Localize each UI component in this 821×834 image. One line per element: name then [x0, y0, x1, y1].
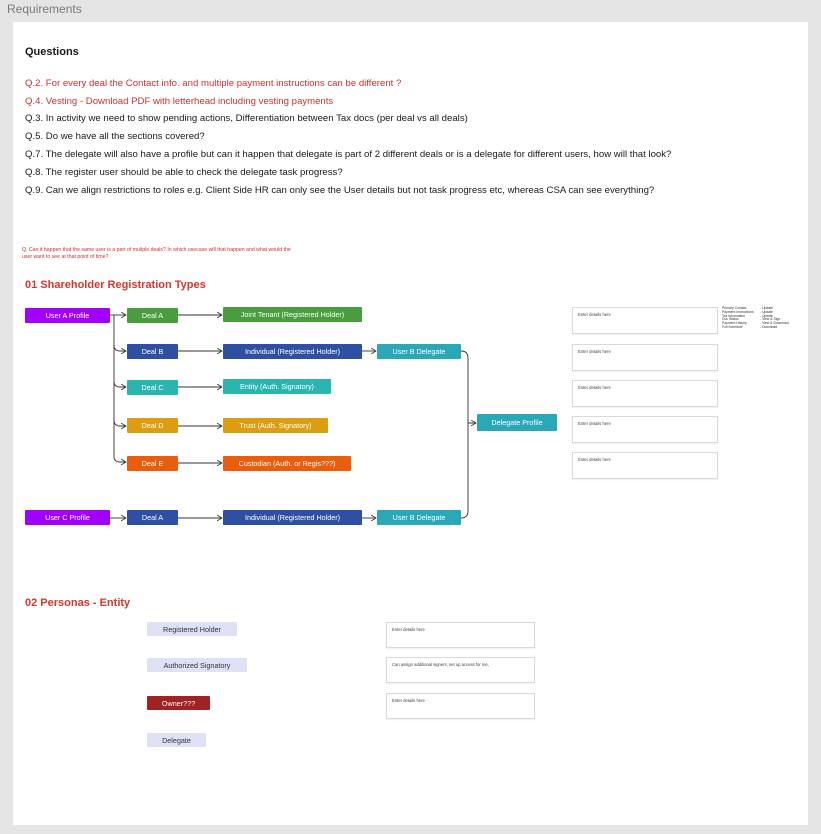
question-item: Q.3. In activity we need to show pending actions, Differentiation between Tax docs (per deal vs all deals): [25, 113, 468, 124]
deal-b-node[interactable]: Deal B: [127, 344, 178, 359]
note-card[interactable]: Enter details here: [572, 416, 718, 443]
user-a-profile-node[interactable]: User A Profile: [25, 308, 110, 323]
note-card[interactable]: Enter details here: [572, 344, 718, 371]
deal-c-node[interactable]: Deal C: [127, 380, 178, 395]
question-item: Q.8. The register user should be able to check the delegate task progress?: [25, 167, 343, 178]
persona-registered-holder[interactable]: Registered Holder: [147, 622, 237, 636]
user-b-delegate-node[interactable]: User B Delegate: [377, 510, 461, 525]
note-card[interactable]: Enter details here: [386, 622, 535, 648]
persona-authorized-signatory[interactable]: Authorized Signatory: [147, 658, 247, 672]
frame-title: Requirements: [7, 2, 82, 16]
section-title-personas: 02 Personas - Entity: [25, 597, 131, 609]
delegate-profile-node[interactable]: Delegate Profile: [477, 414, 557, 431]
questions-heading: Questions: [25, 46, 79, 58]
note-card[interactable]: Enter details here: [572, 452, 718, 479]
legend-key: Primary Contact: [722, 306, 747, 310]
legend-key: Full Schedule: [722, 324, 743, 329]
section-title-registration-types: 01 Shareholder Registration Types: [25, 279, 206, 291]
question-item: Q.2. For every deal the Contact info. and multiple payment instructions can be different ?: [25, 78, 402, 89]
joint-tenant-node[interactable]: Joint Tenant (Registered Holder): [223, 307, 362, 322]
user-b-delegate-node[interactable]: User B Delegate: [377, 344, 461, 359]
note-card[interactable]: Can assign additional signers, set up access for me,: [386, 657, 535, 683]
deal-a-node[interactable]: Deal A: [127, 308, 178, 323]
note-card[interactable]: Enter details here: [386, 693, 535, 719]
legend-value: - Update: [760, 306, 774, 310]
question-item: Q.5. Do we have all the sections covered?: [25, 131, 205, 142]
sticky-question-note: Q. Can it happen that the same user is a part of muliple deals? In which usecase will that happen and what would the user want to see at that point of time?: [22, 247, 291, 260]
persona-owner[interactable]: Owner???: [147, 696, 210, 710]
deal-d-node[interactable]: Deal D: [127, 418, 178, 433]
persona-delegate[interactable]: Delegate: [147, 733, 206, 747]
question-item: Q.9. Can we align restrictions to roles e.g. Client Side HR can only see the User details but not task progress etc, whereas CSA can see everything?: [25, 185, 655, 196]
legend-value: - Update: [760, 309, 774, 314]
legend-value: - View & Download: [760, 321, 789, 326]
legend-key: Tax Information: [722, 313, 746, 318]
legend-value: - Update: [760, 313, 774, 318]
question-item: Q.4. Vesting - Download PDF with letterhead including vesting payments: [25, 96, 334, 107]
user-c-profile-node[interactable]: User C Profile: [25, 510, 110, 525]
legend-value: - View & Sign: [760, 317, 781, 322]
deal-a-node[interactable]: Deal A: [127, 510, 178, 525]
legend-row: [722, 326, 789, 330]
deal-e-node[interactable]: Deal E: [127, 456, 178, 471]
capabilities-legend: [722, 307, 789, 330]
individual-node[interactable]: Individual (Registered Holder): [223, 344, 362, 359]
trust-node[interactable]: Trust (Auth. Signatory): [223, 418, 328, 433]
legend-key: Payment History: [722, 321, 747, 326]
legend-key: Doc Status: [722, 317, 739, 322]
legend-value: - Download: [760, 324, 778, 329]
individual-node[interactable]: Individual (Registered Holder): [223, 510, 362, 525]
legend-key: Payment Instructions: [722, 309, 754, 314]
entity-node[interactable]: Entity (Auth. Signatory): [223, 379, 331, 394]
note-card[interactable]: Enter details here: [572, 380, 718, 407]
question-item: Q.7. The delegate will also have a profile but can it happen that delegate is part of 2 different deals or is a delegate for different users, how will that look?: [25, 149, 672, 160]
custodian-node[interactable]: Custodian (Auth. or Regis???): [223, 456, 351, 471]
note-card[interactable]: Enter details here: [572, 307, 718, 334]
